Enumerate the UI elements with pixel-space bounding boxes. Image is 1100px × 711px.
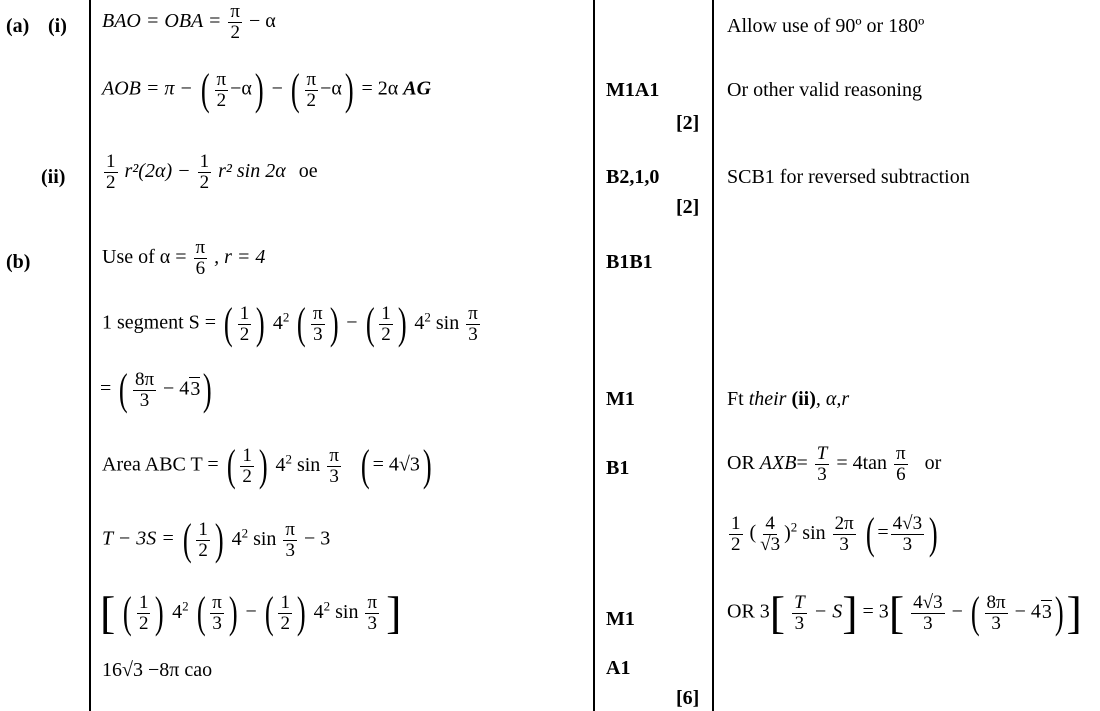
b-line4-text: Area ABC T = (102, 453, 219, 476)
column-divider-3 (712, 0, 714, 711)
b-line1-text: Use of α = (102, 246, 187, 269)
aii-mark: B2,1,0 (606, 166, 660, 188)
aii-oe: oe (298, 160, 318, 183)
b-line4-note-2: $\frac{1}{2}$ ( $\frac{4}{√3}$ )$^2$ sin $\frac{2\pi}{3}$ ( = $\frac{4√3}{3}$ ) (731, 509, 938, 558)
pi-over-2: $\frac{\pi}{2}$ (230, 1, 240, 43)
b-line5: T − 3S = ( $\frac{1}{2}$ ) $4^2$ sin $\frac{\pi}{3}$ − 3 (102, 515, 331, 564)
b-line3-note: Ft their (ii), α,r (727, 388, 850, 410)
ai-mark-total: [2] (676, 112, 700, 134)
b-line2-text: 1 segment S = (102, 311, 217, 334)
b-mark-a1: A1 (606, 657, 631, 679)
b-line3: = ( $\frac{8\pi}{3}$ − 43) (100, 365, 213, 414)
b-mark-m1-b: M1 (606, 608, 635, 630)
b-line5-lhs: T − 3S = (102, 527, 175, 550)
aii-end: r² sin 2α (218, 160, 286, 183)
ai-line1-lhs: BAO = OBA = (102, 10, 222, 33)
part-label-a: (a) (6, 15, 30, 37)
aii-mark-total: [2] (676, 196, 700, 218)
b-line7: 16√3 −8π cao (102, 659, 213, 681)
aii-eq: $\frac{1}{2}$ r²(2α) − $\frac{1}{2}$ r² sin 2α oe (106, 151, 318, 193)
b-line4: Area ABC T = ( $\frac{1}{2}$ ) $4^2$ sin $\frac{\pi}{3}$ ( = 4√3) (102, 441, 432, 490)
ai-line2-rhs: = 2α (361, 77, 399, 100)
aii-note: SCB1 for reversed subtraction (727, 166, 970, 188)
ai-line1-eq: BAO = OBA = $\frac{\pi}{2}$ − α (102, 1, 276, 43)
b-line6: [ ( $\frac{1}{2}$ ) $4^2$ ( $\frac{\pi}{3}$ ) − ( $\frac{1}{2}$ ) $4^2$ sin $\frac{\pi}{3}$ ] (100, 587, 402, 638)
b-mark-total: [6] (676, 687, 700, 709)
ai-mark-m1a1: M1A1 (606, 79, 660, 101)
b-line4-note: OR AXB= $\frac{T}{3}$ = 4tan $\frac{\pi}{6}$ or (727, 443, 942, 485)
ai-line1-note: Allow use of 90º or 180º (727, 15, 925, 37)
ai-line2-lhs: AOB = π − (102, 77, 193, 100)
b-line6-note: OR 3[ $\frac{T}{3}$ − S] = 3[ $\frac{4√3}{3}$ − ( $\frac{8\pi}{3}$ − 43)] (727, 587, 1082, 638)
ai-line2-eq: AOB = π − ( $\frac{\pi}{2}$ −α) − ( $\frac{\pi}{2}$ −α) = 2α AG (102, 65, 432, 114)
part-label-a-ii: (ii) (41, 166, 66, 188)
part-label-a-i: (i) (48, 15, 67, 37)
aii-mid: r²(2α) − (124, 160, 191, 183)
column-divider-1 (89, 0, 91, 711)
b-line1: Use of α = $\frac{\pi}{6}$ , r = 4 (102, 237, 266, 279)
ai-line2-note: Or other valid reasoning (727, 79, 922, 101)
b-line2: 1 segment S = ( $\frac{1}{2}$ ) $4^2$ ( $\frac{\pi}{3}$ ) − ( $\frac{1}{2}$ ) $4^2$ sin $\frac{\pi}{3}$ (102, 299, 478, 348)
column-divider-2 (593, 0, 595, 711)
ag-label: AG (403, 77, 432, 100)
b-mark-b1b1: B1B1 (606, 251, 653, 273)
b-mark-b1: B1 (606, 457, 630, 479)
b-mark-m1-a: M1 (606, 388, 635, 410)
part-label-b: (b) (6, 251, 31, 273)
